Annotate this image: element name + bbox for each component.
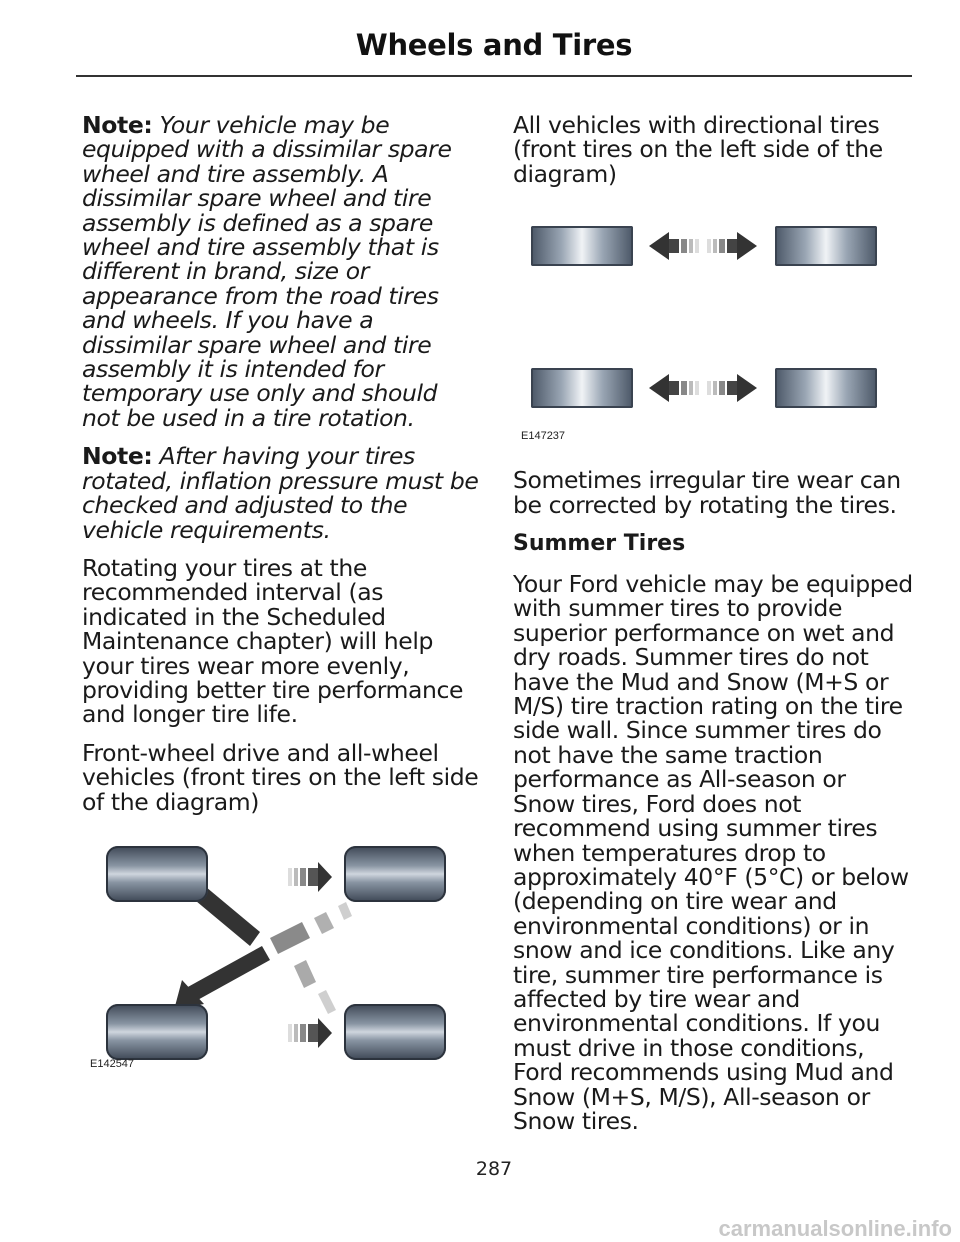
note-inflation	[82, 444, 480, 542]
note-dissimilar-spare	[82, 113, 480, 430]
note-text: Your vehicle may be equipped with a dissimilar spare wheel and tire assembly. A dissimilar spare wheel and tire assembly is defined as a spare wheel and tire assembly that is different in brand, size or appearance from the road tires and wheels. If you have a dissimilar spare wheel and tire assembly it is intended for temporary use only and should not be used in a tire rotation.	[82, 111, 452, 432]
tire-front-left	[106, 846, 208, 902]
watermark: carmanualsonline.info	[718, 1216, 952, 1241]
arrow-double-bottom	[649, 374, 757, 402]
paragraph-summer-tires: Your Ford vehicle may be equipped with summer tires to provide superior performance on wet and dry roads. Summer tires do not have the Mud and Snow (M+S or M/S) tire traction rating on the tire side wall. Since summer tires do not have the same traction performance as All-season or Snow tires, Ford does not recommend using summer tires when temperatures drop to approximately 40°F (5°C) or below (depending on tire wear and environmental conditions) or in snow and ice conditions. Like any tire, summer tire performance is affected by tire wear and environmental conditions. If you must drive in those conditions, Ford recommends using Mud and Snow (M+S, M/S), All-season or Snow tires.	[513, 570, 913, 1135]
page-header-title: Wheels and Tires	[355, 28, 633, 62]
figure-directional-rotation	[513, 206, 903, 468]
faded-arrow-diagonal-down	[270, 902, 352, 954]
arrow-front-right	[288, 862, 332, 892]
faded-arrow-diagonal-up	[294, 960, 336, 1014]
paragraph-rotation-interval: Rotating your tires at the recommended interval (as indicated in the Scheduled Maintenance chapter) will help your tires wear more evenly, providing better tire performance and longer tire life.	[82, 553, 464, 729]
figure-code: E142547	[90, 1057, 135, 1070]
left-column	[82, 113, 480, 1092]
section-heading-summer-tires: Summer Tires	[513, 531, 686, 557]
tire-rear-left	[106, 1004, 208, 1060]
arrow-cross-to-rear-left	[174, 946, 270, 1010]
tire-rear-top	[775, 226, 877, 266]
paragraph-directional: All vehicles with directional tires (front tires on the left side of the diagram)	[513, 111, 883, 188]
figure-fwd-rotation	[82, 834, 462, 1092]
note-label: Note:	[82, 111, 153, 139]
paragraph-fwd-awd: Front-wheel drive and all-wheel vehicles (front tires on the left side of the diagram)	[82, 738, 479, 816]
arrow-rear-right	[288, 1018, 332, 1048]
paragraph-irregular-wear: Sometimes irregular tire wear can be corrected by rotating the tires.	[513, 466, 901, 519]
tire-front-top	[531, 226, 633, 266]
tire-front-bottom	[531, 368, 633, 408]
tire-front-right	[344, 846, 446, 902]
tire-rear-right	[344, 1004, 446, 1060]
tire-rear-bottom	[775, 368, 877, 408]
note-text: After having your tires rotated, inflation pressure must be checked and adjusted to the vehicle requirements.	[82, 442, 479, 544]
right-column	[513, 113, 913, 1147]
arrow-double-top	[649, 232, 757, 260]
figure-code: E147237	[521, 430, 566, 443]
note-label: Note:	[82, 442, 153, 471]
header-divider	[76, 75, 912, 77]
page-number: 287	[475, 1158, 513, 1180]
